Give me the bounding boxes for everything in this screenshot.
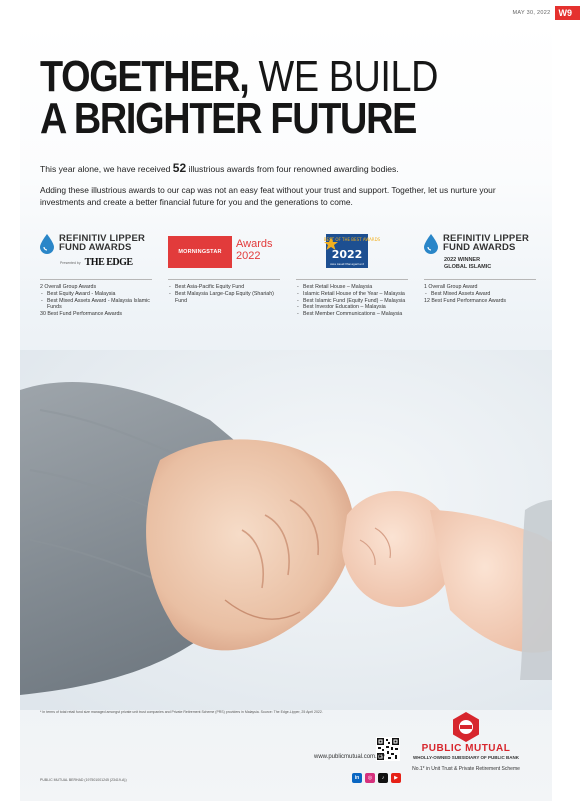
- badge-bottom-text: Asia Asset Management: [330, 262, 364, 266]
- morningstar-brand: MORNINGSTAR: [168, 236, 232, 268]
- winner-line1: 2022 WINNER: [444, 257, 481, 263]
- badge-year-text: 2022: [331, 248, 363, 261]
- aam-badge-icon: [323, 234, 381, 268]
- social-links: [352, 773, 404, 783]
- award-refinitiv-edge: [40, 232, 152, 318]
- list-item: 30 Best Fund Performance Awards: [40, 311, 123, 318]
- the-edge-logo: THE EDGE: [84, 257, 133, 268]
- award-list: [424, 284, 536, 304]
- lipper-drop-icon: [424, 234, 438, 254]
- page-header: [513, 6, 580, 20]
- fist-bump-photo: [20, 350, 552, 710]
- list-item: - Best Islamic Fund (Equity Fund) – Malaysia: [296, 298, 408, 305]
- award-refinitiv-global-islamic: [424, 232, 536, 318]
- brand-tagline: No.1* in Unit Trust & Private Retirement Scheme: [412, 766, 520, 772]
- youtube-icon[interactable]: ▶: [391, 773, 401, 783]
- list-item: - Best Malaysia Large-Cap Equity (Shariah) Fund: [168, 291, 280, 305]
- ms-line1: Awards: [236, 238, 273, 250]
- award-morningstar: [168, 232, 280, 318]
- instagram-icon[interactable]: ◎: [365, 773, 375, 783]
- tiktok-icon[interactable]: ♪: [378, 773, 388, 783]
- list-item: 2 Overall Group Awards: [40, 284, 97, 290]
- list-item: - Best Mixed Assets Award - Malaysia Islamic Funds: [40, 298, 152, 312]
- public-mutual-logo-icon: [448, 712, 484, 742]
- presented-by: Presented by: [60, 260, 81, 265]
- award-count: 52: [172, 161, 187, 175]
- intro-text: [40, 161, 540, 175]
- ms-line2: 2022: [236, 250, 261, 262]
- list-item: - Best Investor Education – Malaysia: [296, 304, 408, 311]
- refinitiv-global-logo: [424, 232, 536, 280]
- linkedin-icon[interactable]: in: [352, 773, 362, 783]
- award-list: [296, 284, 408, 318]
- morningstar-awards-text: [236, 238, 272, 262]
- lipper-drop-icon: [40, 234, 54, 254]
- brand-subtitle: WHOLLY-OWNED SUBSIDIARY OF PUBLIC BANK: [412, 755, 520, 760]
- advertisement: [20, 20, 552, 801]
- page-number: W9: [555, 6, 580, 20]
- list-item: - Best Mixed Assets Award: [424, 291, 536, 298]
- brand-name: PUBLIC MUTUAL: [421, 743, 511, 754]
- headline: [40, 52, 522, 143]
- intro-after: illustrious awards from four renowned awarding bodies.: [186, 164, 399, 174]
- headline-line2: A BRIGHTER FUTURE: [40, 94, 417, 143]
- page-date: MAY 30, 2022: [512, 10, 551, 16]
- intro-before: This year alone, we have received: [40, 164, 173, 174]
- winner-label: [444, 257, 536, 270]
- winner-line2: GLOBAL ISLAMIC: [444, 263, 492, 270]
- lipper-line2: FUND AWARDS: [59, 242, 132, 253]
- list-item: - Best Member Communications – Malaysia: [296, 311, 408, 318]
- award-list: [168, 284, 280, 304]
- list-item: 1 Overall Group Award: [424, 284, 478, 290]
- lipper-line1: REFINITIV LIPPER: [59, 233, 146, 244]
- headline-line1-bold: TOGETHER,: [40, 52, 249, 101]
- website-link[interactable]: www.publicmutual.com.my: [314, 754, 385, 760]
- lipper-line1: REFINITIV LIPPER: [443, 233, 530, 244]
- footnote: * In terms of total retail fund size managed amongst private unit trust companies and Private Retirement Scheme (PRS) providers in Malaysia. Source: The Edge-Lipper, 25 April 2022.: [40, 710, 323, 714]
- list-item: - Best Equity Award - Malaysia: [40, 291, 152, 298]
- list-item: 12 Best Fund Performance Awards: [424, 297, 507, 304]
- badge-top-text: BEST OF THE BEST AWARDS: [323, 237, 381, 242]
- list-item: - Best Asia-Pacific Equity Fund: [168, 284, 280, 291]
- award-asia-asset-management: [296, 232, 408, 318]
- registration-number: PUBLIC MUTUAL BERHAD (197501001245 (23419-A)): [40, 778, 127, 782]
- morningstar-logo: [168, 232, 280, 280]
- award-list: [40, 284, 152, 318]
- headline-line1-rest: WE BUILD: [248, 52, 439, 101]
- refinitiv-edge-logo: [40, 232, 152, 280]
- list-item: - Islamic Retail House of the Year – Malaysia: [296, 291, 408, 298]
- aam-logo: [296, 232, 408, 280]
- lipper-line2: FUND AWARDS: [443, 242, 516, 253]
- description-text: Adding these illustrious awards to our cap was not an easy feat without your trust and support. Together, let us nurture your investments and create a better financial future for you and the generations to come.: [40, 185, 496, 207]
- list-item: - Best Retail House – Malaysia: [296, 284, 408, 291]
- awards-row: [40, 232, 536, 318]
